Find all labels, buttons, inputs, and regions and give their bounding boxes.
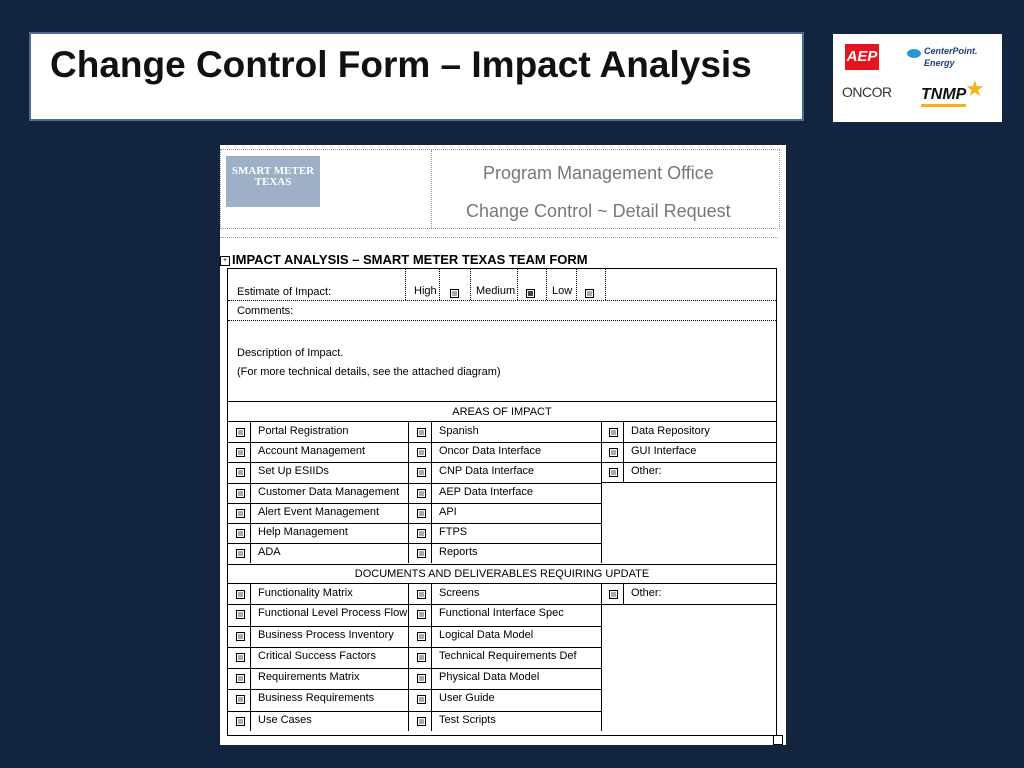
aep-logo: AEP — [845, 44, 879, 70]
area-checkbox[interactable] — [236, 529, 245, 538]
area-checkbox[interactable] — [417, 509, 426, 518]
impact-analysis-form — [227, 268, 777, 736]
document-item-label: Functionality Matrix — [258, 587, 353, 599]
slide-title: Change Control Form – Impact Analysis — [50, 44, 752, 85]
document-item-label: Critical Success Factors — [258, 650, 376, 662]
areas-header: AREAS OF IMPACT — [452, 406, 552, 418]
document-item-label: Screens — [439, 587, 480, 599]
area-item-label: GUI Interface — [631, 445, 697, 457]
area-checkbox[interactable] — [417, 468, 426, 477]
description-note: (For more technical details, see the attached diagram) — [237, 366, 501, 378]
area-item-label: API — [439, 506, 457, 518]
area-checkbox[interactable] — [609, 468, 618, 477]
document-checkbox[interactable] — [417, 695, 426, 704]
area-checkbox[interactable] — [236, 468, 245, 477]
document-item-label: Functional Level Process Flow — [258, 607, 408, 619]
area-item-label: Customer Data Management — [258, 486, 400, 498]
area-item-label: Reports — [439, 546, 478, 558]
area-checkbox[interactable] — [417, 549, 426, 558]
document-checkbox[interactable] — [236, 717, 245, 726]
document-item-label: Physical Data Model — [439, 671, 540, 683]
document-item-label: Test Scripts — [439, 714, 496, 726]
area-checkbox[interactable] — [236, 428, 245, 437]
area-item-label: Account Management — [258, 445, 366, 457]
document-checkbox[interactable] — [236, 590, 245, 599]
document-item-label: Logical Data Model — [439, 629, 534, 641]
area-checkbox[interactable] — [417, 428, 426, 437]
change-control-document — [220, 145, 786, 745]
document-checkbox[interactable] — [236, 610, 245, 619]
area-item-label: Spanish — [439, 425, 479, 437]
document-checkbox[interactable] — [417, 674, 426, 683]
area-checkbox[interactable] — [236, 549, 245, 558]
document-checkbox[interactable] — [236, 695, 245, 704]
level-high-checkbox[interactable] — [450, 289, 459, 298]
area-item-label: AEP Data Interface — [439, 486, 533, 498]
docs-header: DOCUMENTS AND DELIVERABLES REQUIRING UPDATE — [354, 568, 650, 580]
area-item-label: Data Repository — [631, 425, 710, 437]
area-checkbox[interactable] — [236, 509, 245, 518]
centerpoint-logo: CenterPoint. Energy — [907, 46, 978, 68]
area-item-label: ADA — [258, 546, 281, 558]
document-item-label: Requirements Matrix — [258, 671, 360, 683]
document-checkbox[interactable] — [236, 674, 245, 683]
document-item-label: Other: — [631, 587, 662, 599]
document-checkbox[interactable] — [417, 610, 426, 619]
document-header — [220, 149, 780, 229]
level-medium-checkbox[interactable] — [526, 289, 535, 298]
section-title: IMPACT ANALYSIS – SMART METER TEXAS TEAM FORM — [232, 252, 588, 267]
document-checkbox[interactable] — [417, 590, 426, 599]
request-subtitle: Change Control ~ Detail Request — [466, 201, 731, 221]
area-item-label: CNP Data Interface — [439, 465, 535, 477]
document-checkbox[interactable] — [417, 653, 426, 662]
document-item-label: Business Requirements — [258, 692, 375, 704]
area-checkbox[interactable] — [609, 448, 618, 457]
slide-title-box — [29, 32, 804, 121]
document-item-label: Functional Interface Spec — [439, 607, 564, 619]
area-checkbox[interactable] — [609, 428, 618, 437]
end-of-table-marker — [773, 735, 783, 745]
table-anchor-icon: + — [220, 256, 230, 266]
tnmp-logo: TNMP — [921, 86, 966, 107]
document-checkbox[interactable] — [236, 632, 245, 641]
area-item-label: Help Management — [258, 526, 348, 538]
level-low-label: Low — [552, 285, 573, 297]
description-label: Description of Impact. — [237, 347, 344, 359]
office-title: Program Management Office — [483, 163, 714, 183]
utility-logos — [833, 34, 1002, 122]
document-item-label: Technical Requirements Def — [439, 650, 577, 662]
document-checkbox[interactable] — [417, 632, 426, 641]
area-checkbox[interactable] — [236, 448, 245, 457]
area-item-label: Oncor Data Interface — [439, 445, 542, 457]
area-checkbox[interactable] — [236, 489, 245, 498]
area-item-label: Set Up ESIIDs — [258, 465, 329, 477]
estimate-label: Estimate of Impact: — [237, 286, 332, 298]
area-item-label: Portal Registration — [258, 425, 349, 437]
document-checkbox[interactable] — [236, 653, 245, 662]
document-item-label: Business Process Inventory — [258, 629, 394, 641]
level-high-label: High — [414, 285, 437, 297]
area-item-label: FTPS — [439, 526, 468, 538]
level-low-checkbox[interactable] — [585, 289, 594, 298]
area-checkbox[interactable] — [417, 529, 426, 538]
comments-label: Comments: — [237, 305, 294, 317]
document-item-label: User Guide — [439, 692, 495, 704]
area-item-label: Alert Event Management — [258, 506, 380, 518]
level-medium-label: Medium — [476, 285, 516, 297]
document-checkbox[interactable] — [609, 590, 618, 599]
smart-meter-texas-logo: SMART METER TEXAS — [226, 156, 320, 207]
document-item-label: Use Cases — [258, 714, 312, 726]
area-item-label: Other: — [631, 465, 662, 477]
oncor-logo: ONCOR — [842, 84, 892, 100]
document-checkbox[interactable] — [417, 717, 426, 726]
area-checkbox[interactable] — [417, 448, 426, 457]
area-checkbox[interactable] — [417, 489, 426, 498]
star-icon: ★ — [965, 76, 985, 101]
centerpoint-dot-icon — [907, 49, 921, 58]
